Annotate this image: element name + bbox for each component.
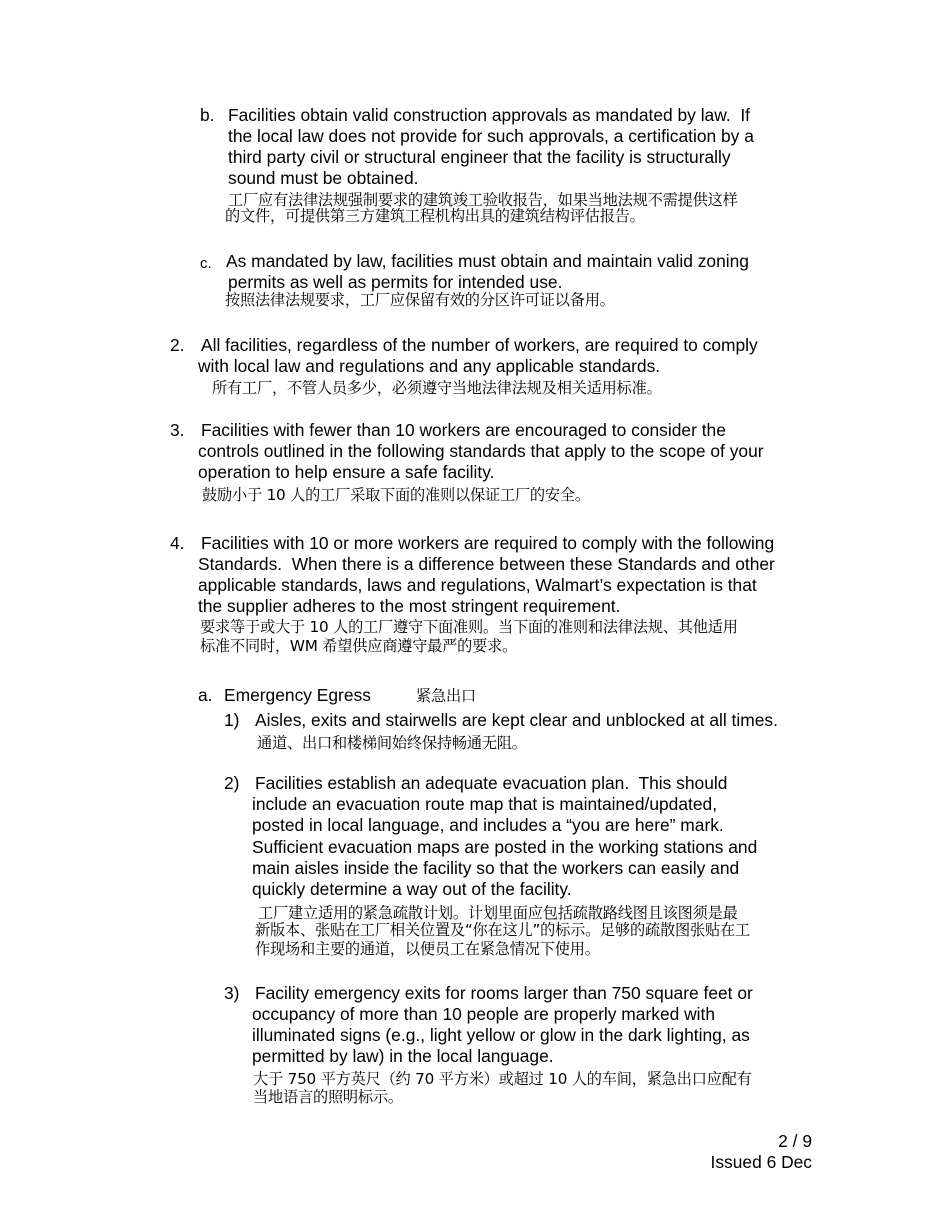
item-marker: a. xyxy=(198,685,213,705)
item-3-en-3: operation to help ensure a safe facility. xyxy=(198,462,495,482)
subitem-2-en-6: quickly determine a way out of the facility. xyxy=(252,879,572,899)
subitem-3-zh-2: 当地语言的照明标示。 xyxy=(253,1088,403,1106)
subitem-2-en-3: posted in local language, and includes a “you are here” mark. xyxy=(252,815,724,835)
item-marker: 2) xyxy=(224,773,240,793)
subitem-2-en-1: Facilities establish an adequate evacuation plan. This should xyxy=(255,773,728,793)
item-3-en-1: Facilities with fewer than 10 workers are encouraged to consider the xyxy=(201,420,726,440)
item-marker: c. xyxy=(200,255,212,272)
item-4-zh-2: 标准不同时，WM 希望供应商遵守最严的要求。 xyxy=(200,637,518,655)
item-b-en-3: third party civil or structural engineer that the facility is structurally xyxy=(228,147,731,167)
item-3-en-2: controls outlined in the following standards that apply to the scope of your xyxy=(198,441,764,461)
subitem-1-zh-1: 通道、出口和楼梯间始终保持畅通无阻。 xyxy=(257,734,527,752)
item-2-zh-1: 所有工厂，不管人员多少，必须遵守当地法律法规及相关适用标准。 xyxy=(212,379,662,397)
item-c-en-2: permits as well as permits for intended use. xyxy=(228,272,563,292)
item-a-en: Emergency Egress xyxy=(224,685,371,705)
item-b-zh-2: 的文件，可提供第三方建筑工程机构出具的建筑结构评估报告。 xyxy=(225,207,645,225)
page-number: 2 / 9 xyxy=(778,1131,812,1151)
item-b-zh-1: 工厂应有法律法规强制要求的建筑竣工验收报告，如果当地法规不需提供这样 xyxy=(228,191,738,209)
subitem-2-en-4: Sufficient evacuation maps are posted in the working stations and xyxy=(252,837,758,857)
item-a-zh: 紧急出口 xyxy=(416,687,476,705)
item-c-zh-1: 按照法律法规要求，工厂应保留有效的分区许可证以备用。 xyxy=(225,291,615,309)
item-3-zh-1: 鼓励小于 10 人的工厂采取下面的准则以保证工厂的安全。 xyxy=(202,486,590,504)
item-c-en-1: As mandated by law, facilities must obtain and maintain valid zoning xyxy=(226,251,749,271)
issued-date: Issued 6 Dec xyxy=(710,1152,812,1172)
subitem-3-en-1: Facility emergency exits for rooms larger than 750 square feet or xyxy=(255,983,753,1003)
subitem-3-zh-1: 大于 750 平方英尺（约 70 平方米）或超过 10 人的车间，紧急出口应配有 xyxy=(253,1070,752,1088)
subitem-3-en-3: illuminated signs (e.g., light yellow or glow in the dark lighting, as xyxy=(252,1025,750,1045)
item-b-en-1: Facilities obtain valid construction approvals as mandated by law. If xyxy=(228,105,750,125)
subitem-2-en-5: main aisles inside the facility so that the workers can easily and xyxy=(252,858,740,878)
item-marker: 1) xyxy=(224,710,240,730)
subitem-2-zh-2: 新版本、张贴在工厂相关位置及“你在这儿”的标示。足够的疏散图张贴在工 xyxy=(255,921,750,939)
subitem-2-zh-1: 工厂建立适用的紧急疏散计划。计划里面应包括疏散路线图且该图须是最 xyxy=(258,904,738,922)
subitem-1-en-1: Aisles, exits and stairwells are kept clear and unblocked at all times. xyxy=(255,710,778,730)
item-b-en-2: the local law does not provide for such approvals, a certification by a xyxy=(228,126,754,146)
item-4-en-3: applicable standards, laws and regulations, Walmart’s expectation is that xyxy=(198,575,757,595)
subitem-2-en-2: include an evacuation route map that is maintained/updated, xyxy=(252,794,718,814)
item-4-zh-1: 要求等于或大于 10 人的工厂遵守下面准则。当下面的准则和法律法规、其他适用 xyxy=(200,618,738,636)
item-marker: 4. xyxy=(170,533,185,553)
subitem-2-zh-3: 作现场和主要的通道，以便员工在紧急情况下使用。 xyxy=(255,940,600,958)
item-2-en-2: with local law and regulations and any applicable standards. xyxy=(198,356,661,376)
subitem-3-en-4: permitted by law) in the local language. xyxy=(252,1046,554,1066)
item-4-en-2: Standards. When there is a difference between these Standards and other xyxy=(198,554,775,574)
item-marker: 3) xyxy=(224,983,240,1003)
item-2-en-1: All facilities, regardless of the number of workers, are required to comply xyxy=(201,335,758,355)
item-4-en-4: the supplier adheres to the most stringent requirement. xyxy=(198,596,621,616)
subitem-3-en-2: occupancy of more than 10 people are properly marked with xyxy=(252,1004,716,1024)
item-marker: b. xyxy=(200,105,215,125)
item-marker: 2. xyxy=(170,335,185,355)
item-4-en-1: Facilities with 10 or more workers are required to comply with the following xyxy=(201,533,775,553)
item-b-en-4: sound must be obtained. xyxy=(228,168,419,188)
item-marker: 3. xyxy=(170,420,185,440)
